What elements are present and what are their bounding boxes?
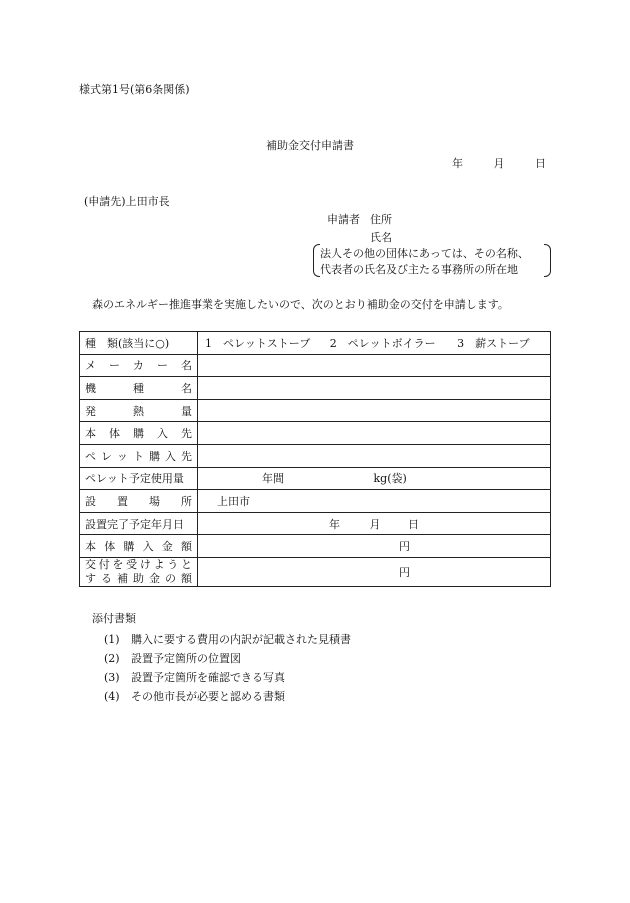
page-title: 補助金交付申請書 [266,139,354,152]
table-row [80,354,551,377]
completion-day: 日 [408,517,419,531]
applicant-note-line1: 法人その他の団体にあっては、その名称、 [320,247,529,260]
completion-month: 月 [369,517,381,531]
subsidy-amount-label [80,557,198,586]
applicant-address-label: 住所 [370,213,392,226]
completion-date-field[interactable] [198,512,551,535]
pellet-usage-unit: kg(袋) [373,472,407,486]
completion-year: 年 [329,517,340,531]
attachment-number: (2) [104,652,120,665]
model-label: 機種名 [80,377,198,400]
table-row [80,377,551,400]
addressee: (申請先)上田市長 [84,195,170,208]
subsidy-amount-field[interactable] [198,557,551,586]
date-line [452,155,546,171]
attachment-text: 設置予定箇所の位置図 [131,652,241,665]
type-option-1[interactable]: 1 ペレットストーブ [205,336,311,350]
type-label: 種 類(該当に○) [80,332,198,355]
attachment-text: その他市長が必要と認める書類 [131,690,285,703]
applicant-note-line2: 代表者の氏名及び主たる事務所の所在地 [320,263,518,276]
table-row [80,557,551,586]
pellet-usage-label: ペレット予定使用量 [80,467,198,490]
table-row [80,512,551,535]
heat-output-label: 発熱量 [80,399,198,422]
attachment-item [104,650,241,666]
attachment-item [104,669,285,685]
table-row [80,422,551,445]
pellet-usage-field[interactable] [198,467,551,490]
body-price-unit: 円 [399,540,410,554]
body-price-label: 本体購入金額 [80,535,198,558]
applicant-name-label: 氏名 [370,231,392,244]
attachment-number: (1) [104,633,120,646]
body-shop-label: 本体購入先 [80,422,198,445]
table-row [80,332,551,355]
type-option-3[interactable]: 3 薪ストーブ [457,336,530,350]
table-row [80,490,551,513]
subsidy-label-line1: 交付を受けようと [85,557,192,571]
body-shop-field[interactable] [198,422,551,445]
heat-output-field[interactable] [198,399,551,422]
attachment-item [104,688,285,704]
table-row [80,399,551,422]
attachment-number: (3) [104,671,120,684]
table-row [80,535,551,558]
date-month: 月 [493,157,505,170]
location-value: 上田市 [217,494,250,508]
type-option-2[interactable]: 2 ペレットボイラー [329,336,436,350]
attachments-heading: 添付書類 [92,612,136,625]
pellet-shop-label: ペレット購入先 [80,444,198,467]
attachment-item [104,631,351,647]
model-field[interactable] [198,377,551,400]
location-label: 設置場所 [80,490,198,513]
date-year: 年 [452,157,463,170]
maker-field[interactable] [198,354,551,377]
date-day: 日 [535,157,546,170]
note-open-bracket [313,244,320,277]
attachment-number: (4) [104,690,120,703]
body-price-field[interactable] [198,535,551,558]
attachment-text: 設置予定箇所を確認できる写真 [131,671,285,684]
form-number: 様式第1号(第6条関係) [79,83,190,96]
pellet-shop-field[interactable] [198,444,551,467]
table-row [80,467,551,490]
location-field[interactable] [198,490,551,513]
maker-label: メーカー名 [80,354,198,377]
applicant-label: 申請者 [327,213,360,226]
type-options [198,332,551,355]
pellet-usage-year: 年間 [262,472,284,486]
attachment-text: 購入に要する費用の内訳が記載された見積書 [131,633,351,646]
subsidy-unit: 円 [399,565,410,579]
note-close-bracket [544,244,551,277]
body-text: 森のエネルギー推進事業を実施したいので、次のとおり補助金の交付を申請します。 [92,298,509,311]
completion-date-label: 設置完了予定年月日 [80,512,198,535]
application-table [79,331,551,587]
subsidy-label-line2: する補助金の額 [85,571,192,585]
table-row [80,444,551,467]
